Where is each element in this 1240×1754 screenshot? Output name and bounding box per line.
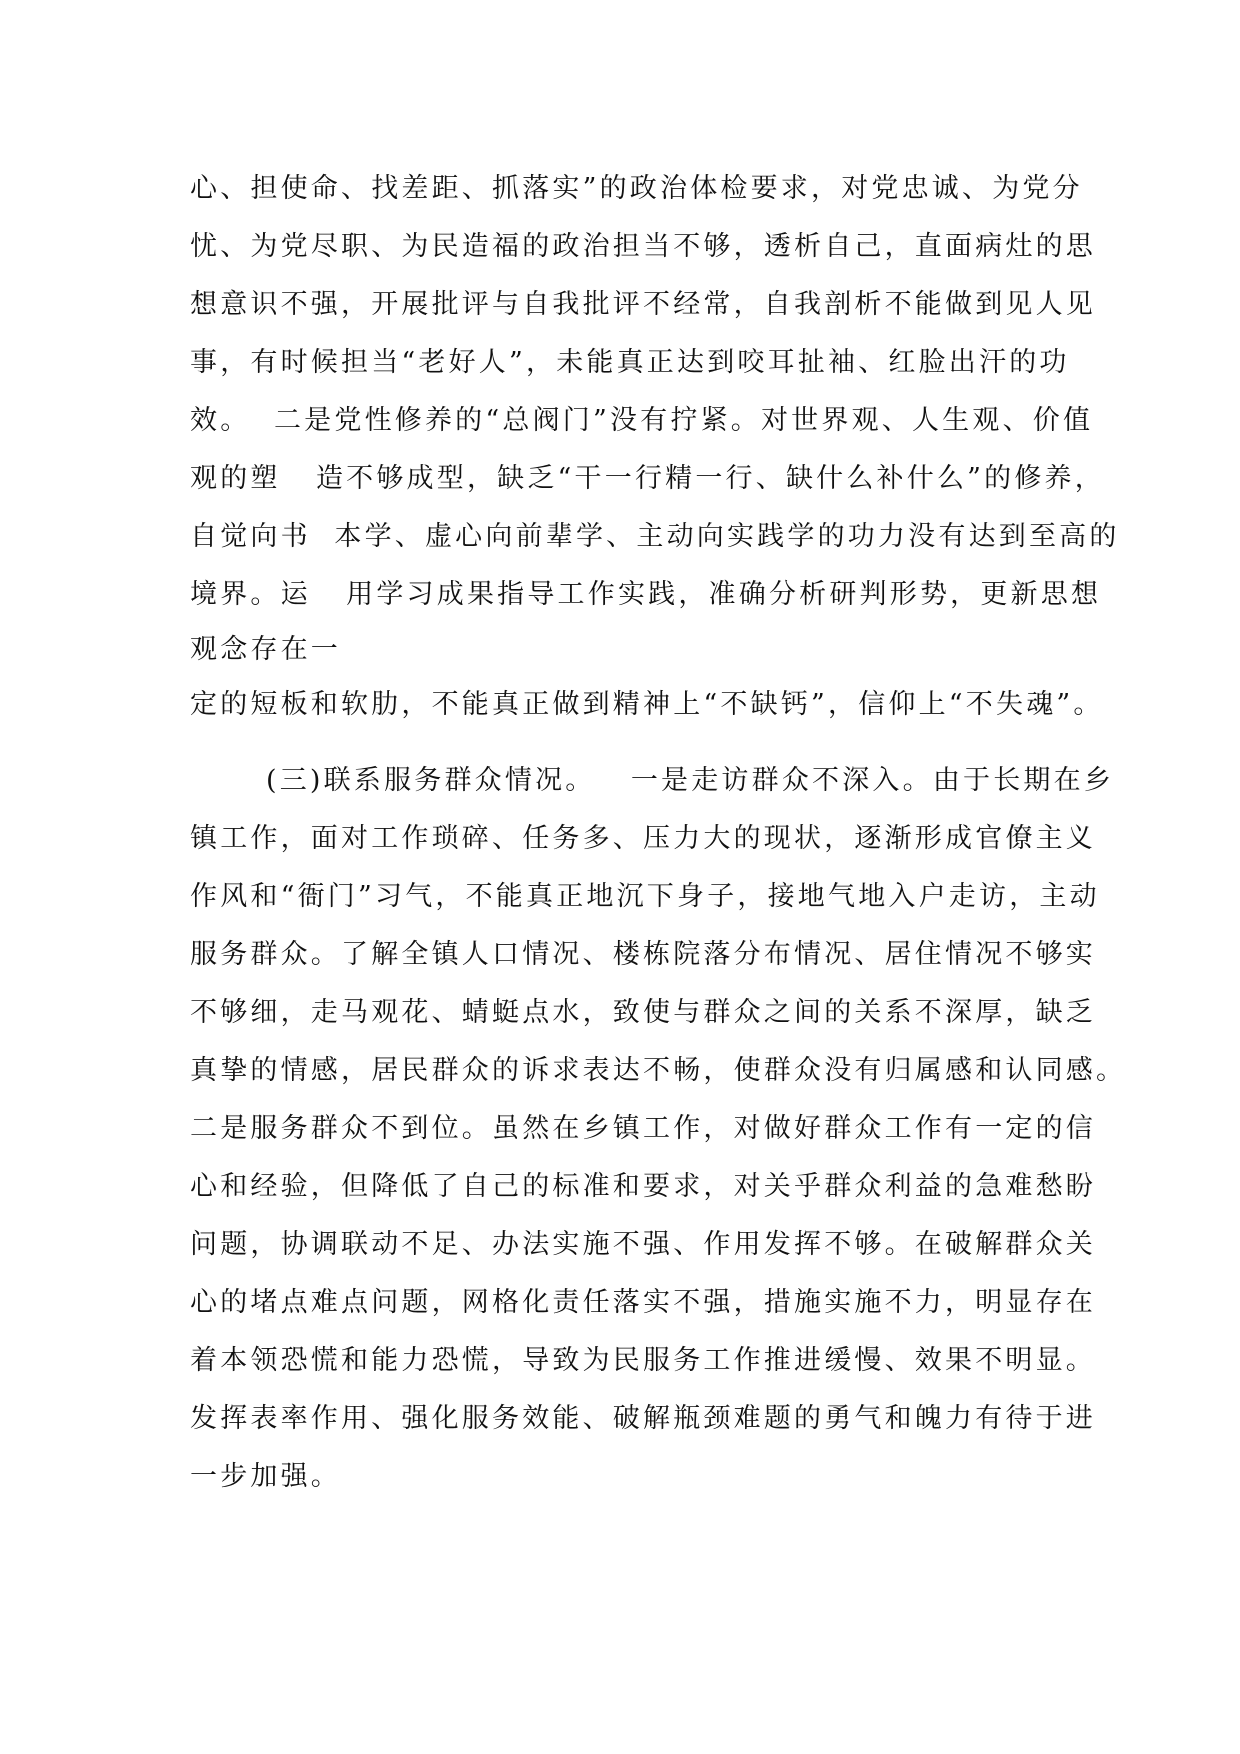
text-line: 二是服务群众不到位。虽然在乡镇工作，对做好群众工作有一定的信 bbox=[190, 1113, 1096, 1144]
section-heading-line: (三)联系服务群众情况。 一是走访群众不深入。由于长期在乡 bbox=[266, 765, 1115, 796]
text-line: 事，有时候担当“老好人”，未能真正达到咬耳扯袖、红脸出汗的功 bbox=[190, 347, 1070, 378]
text-line: 定的短板和软肋，不能真正做到精神上“不缺钙”，信仰上“不失魂”。 bbox=[190, 689, 1104, 720]
text-line: 观的塑 造不够成型，缺乏“干一行精一行、缺什么补什么”的修养， bbox=[190, 463, 1105, 494]
document-body bbox=[190, 160, 1127, 1506]
paragraph-spacer bbox=[190, 734, 1070, 752]
paragraph-political-awareness bbox=[190, 160, 1120, 734]
text-line: 效。 二是党性修养的“总阀门”没有拧紧。对世界观、人生观、价值 bbox=[190, 405, 1094, 436]
text-line: 观念存在一 bbox=[190, 634, 341, 665]
text-line: 问题，协调联动不足、办法实施不强、作用发挥不够。在破解群众关 bbox=[190, 1229, 1096, 1260]
text-line: 真挚的情感，居民群众的诉求表达不畅，使群众没有归属感和认同感。 bbox=[190, 1055, 1127, 1086]
text-line: 想意识不强，开展批评与自我批评不经常，自我剖析不能做到见人见 bbox=[190, 289, 1096, 320]
text-line: 镇工作，面对工作琐碎、任务多、压力大的现状，逐渐形成官僚主义 bbox=[190, 823, 1096, 854]
text-line: 自觉向书 本学、虚心向前辈学、主动向实践学的功力没有达到至高的 bbox=[190, 521, 1120, 552]
text-line: 着本领恐慌和能力恐慌，导致为民服务工作推进缓慢、效果不明显。 bbox=[190, 1345, 1096, 1376]
text-line: 心的堵点难点问题，网格化责任落实不强，措施实施不力，明显存在 bbox=[190, 1287, 1096, 1318]
paragraph-serving-the-masses bbox=[190, 752, 1127, 1506]
text-line: 服务群众。了解全镇人口情况、楼栋院落分布情况、居住情况不够实 bbox=[190, 939, 1096, 970]
text-line: 境界。运 用学习成果指导工作实践，准确分析研判形势，更新思想 bbox=[190, 579, 1102, 610]
text-line: 发挥表率作用、强化服务效能、破解瓶颈难题的勇气和魄力有待于进 bbox=[190, 1403, 1096, 1434]
text-line: 忧、为党尽职、为民造福的政治担当不够，透析自己，直面病灶的思 bbox=[190, 231, 1096, 262]
text-line: 心、担使命、找差距、抓落实”的政治体检要求，对党忠诚、为党分 bbox=[190, 173, 1083, 204]
text-line: 心和经验，但降低了自己的标准和要求，对关乎群众利益的急难愁盼 bbox=[190, 1171, 1096, 1202]
text-line: 不够细，走马观花、蜻蜓点水，致使与群众之间的关系不深厚，缺乏 bbox=[190, 997, 1096, 1028]
text-line: 一步加强。 bbox=[190, 1461, 341, 1492]
text-line: 作风和“衙门”习气，不能真正地沉下身子，接地气地入户走访，主动 bbox=[190, 881, 1100, 912]
